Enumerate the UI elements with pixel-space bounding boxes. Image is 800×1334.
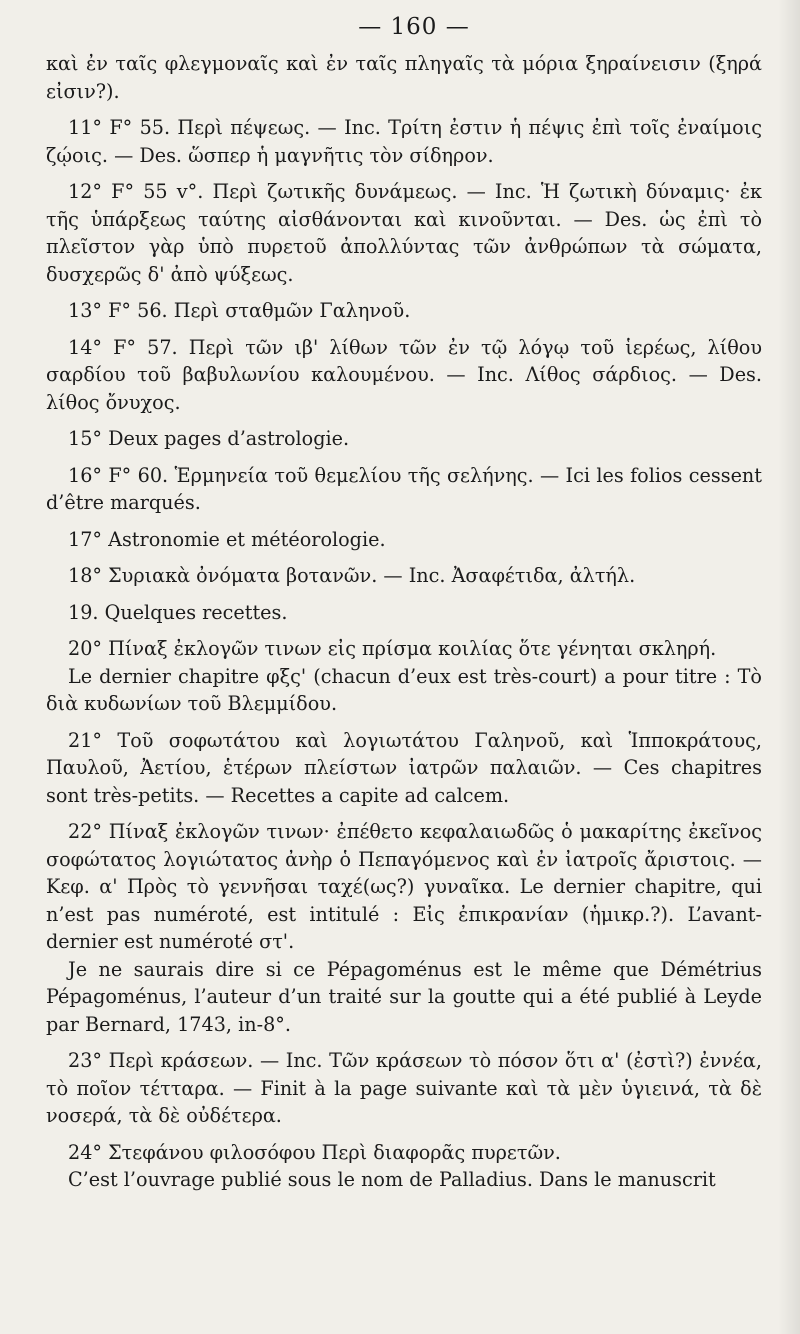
entry-15: 15° Deux pages d’astrologie. xyxy=(68,427,350,450)
entry-16: 16° F° 60. Ἑρμηνεία τοῦ θεμελίου τῆς σελήνης. — Ici les folios cessent d’être marqués. xyxy=(46,463,762,514)
entry-24: 24° Στεφάνου φιλοσόφου Περὶ διαφορᾶς πυρετῶν. xyxy=(68,1140,561,1164)
entry-13: 13° F° 56. Περὶ σταθμῶν Γαληνοῦ. xyxy=(68,299,411,322)
paragraph-continuation: καὶ ἐν ταῖς φλεγμοναῖς καὶ ἐν ταῖς πληγαῖς τὰ μόρια ξηραίνεισιν (ξηρά εἰσιν?). xyxy=(46,52,762,103)
entry-20: 20° Πίναξ ἐκλογῶν τινων εἰς πρίσμα κοιλίας ὅτε γένηται σκληρή. xyxy=(68,637,717,660)
entry-18: 18° Συριακὰ ὀνόματα βοτανῶν. — Inc. Ἀσαφέτιδα, ἀλτήλ. xyxy=(68,564,636,587)
entry-21: 21° Τοῦ σοφωτάτου καὶ λογιωτάτου Γαληνοῦ, καὶ Ἱπποκράτους, Παυλοῦ, Ἀετίου, ἑτέρων πλείστων ἰατρῶν παλαιῶν. — Ces chapitres sont très-petits. — Recettes a capite ad calcem. xyxy=(46,728,762,807)
entry-17: 17° Astronomie et météorologie. xyxy=(68,527,386,551)
page-number: — 160 — xyxy=(358,14,470,40)
entry-23: 23° Περὶ κράσεων. — Inc. Τῶν κράσεων τὸ πόσον ὅτι α' (ἐστὶ?) ἐννέα, τὸ ποῖον τέτταρα. — Finit à la page suivante καὶ τὰ μὲν ὑγιεινά, τὰ δὲ νοσερά, τὰ δὲ οὐδέτερα. xyxy=(46,1049,762,1127)
entry-14: 14° F° 57. Περὶ τῶν ιβ' λίθων τῶν ἐν τῷ λόγῳ τοῦ ἱερέως, λίθου σαρδίου τοῦ βαβυλωνίου καλουμένου. — Inc. Λίθος σάρδιος. — Des. λίθος ὄνυχος. xyxy=(46,335,762,414)
entry-22-note: Je ne saurais dire si ce Pépagoménus est le même que Démétrius Pépagoménus, l’auteur d’un traité sur la goutte qui a été publié à Leyde par Bernard, 1743, in-8°. xyxy=(46,957,762,1036)
entry-24-note: C’est l’ouvrage publié sous le nom de Palladius. Dans le manuscrit xyxy=(68,1168,716,1191)
entry-22: 22° Πίναξ ἐκλογῶν τινων· ἐπέθετο κεφαλαιωδῶς ὁ μακαρίτης ἐκεῖνος σοφώτατος λογιώτατος ἀνὴρ ὁ Πεπαγόμενος καὶ ἐν ἰατροῖς ἄριστοις. — Κεφ. α' Πρὸς τὸ γεννῆσαι ταχέ(ως?) γυναῖκα. Le dernier chapitre, qui n’est pas numéroté, est intitulé : Εἰς ἐπικρανίαν (ἡμικρ.?). L’avant-dernier est numéroté στ'. xyxy=(46,820,762,953)
entry-11: 11° F° 55. Περὶ πέψεως. — Inc. Τρίτη ἐστιν ἡ πέψις ἐπὶ τοῖς ἐναίμοις ζῴοις. — Des. ὥσπερ ἡ μαγνῆτις τὸν σίδηρον. xyxy=(46,116,762,167)
entry-12: 12° F° 55 v°. Περὶ ζωτικῆς δυνάμεως. — Inc. Ἡ ζωτικὴ δύναμις· ἐκ τῆς ὑπάρξεως ταύτης αἰσθάνονται καὶ κινοῦνται. — Des. ὡς ἐπὶ τὸ πλεῖστον γὰρ ὑπὸ πυρετοῦ ἀπολλύντας τῶν ἀνθρώπων τὰ σώματα, δυσχερῶς δ' ἀπὸ ψύξεως. xyxy=(46,180,762,286)
entry-19: 19. Quelques recettes. xyxy=(68,600,288,624)
entry-20-note: Le dernier chapitre φξς' (chacun d’eux est très-court) a pour titre : Τὸ διὰ κυδωνίων τοῦ Βλεμμίδου. xyxy=(46,664,762,715)
